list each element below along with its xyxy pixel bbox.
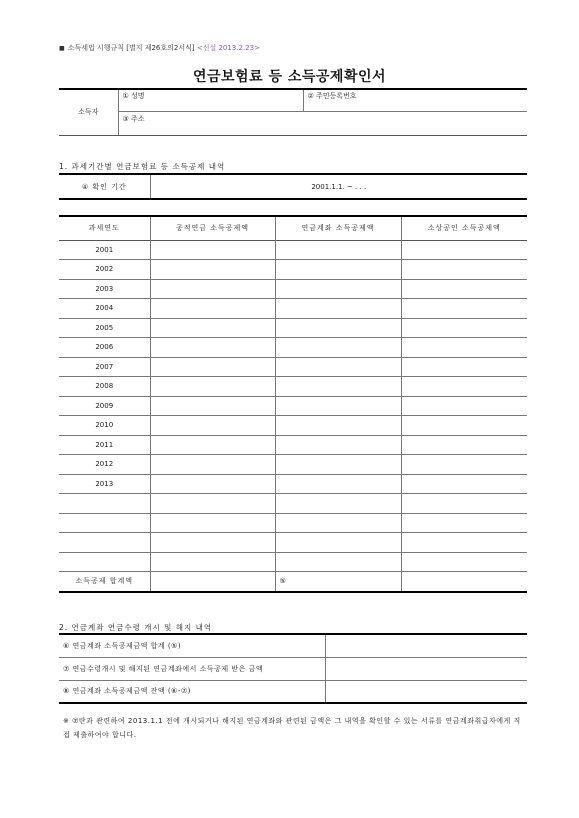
public-pension-cell[interactable] — [150, 357, 275, 377]
public-pension-cell[interactable] — [150, 318, 275, 338]
year-cell: 2002 — [59, 260, 150, 280]
form-reference — [59, 43, 260, 53]
small-business-cell[interactable] — [401, 338, 527, 358]
public-pension-cell[interactable] — [150, 396, 275, 416]
pension-account-cell[interactable] — [275, 533, 401, 553]
account-row-7: ⑦ 연금수령개시 및 해지된 연금계좌에서 소득공제 받은 금액 — [59, 657, 325, 680]
account-row-6: ⑥ 연금계좌 소득공제금액 합계 (⑤) — [59, 634, 325, 657]
pension-account-cell[interactable] — [275, 357, 401, 377]
year-cell: 2007 — [59, 357, 150, 377]
small-business-cell[interactable] — [401, 435, 527, 455]
year-cell — [59, 533, 150, 553]
account-row-6-value[interactable] — [325, 634, 527, 657]
public-pension-cell[interactable] — [150, 279, 275, 299]
small-business-cell[interactable] — [401, 513, 527, 533]
account-row-8: ⑧ 연금계좌 소득공제금액 잔액 (⑥-⑦) — [59, 680, 325, 703]
year-cell — [59, 494, 150, 514]
year-cell: 2008 — [59, 377, 150, 397]
public-pension-cell[interactable] — [150, 240, 275, 260]
account-row-7-value[interactable] — [325, 657, 527, 680]
pension-account-cell[interactable] — [275, 318, 401, 338]
name-field[interactable] — [118, 90, 303, 111]
small-business-cell[interactable] — [401, 318, 527, 338]
pension-account-cell[interactable] — [275, 299, 401, 319]
table-row — [59, 513, 527, 533]
table-row — [59, 533, 527, 553]
small-business-cell[interactable] — [401, 552, 527, 572]
table-row — [59, 260, 527, 280]
form-reference-text: 소득세법 시행규칙 [별지 제26호의2서식] — [67, 44, 195, 52]
period-value[interactable]: 2001.1.1. ~ . . . — [311, 182, 367, 191]
year-cell: 2012 — [59, 455, 150, 475]
table-row — [59, 377, 527, 397]
table-row — [59, 435, 527, 455]
public-pension-cell[interactable] — [150, 416, 275, 436]
pension-account-cell[interactable] — [275, 416, 401, 436]
pension-account-cell[interactable] — [275, 396, 401, 416]
public-pension-cell[interactable] — [150, 513, 275, 533]
pension-account-cell[interactable] — [275, 240, 401, 260]
year-cell: 2013 — [59, 474, 150, 494]
year-cell: 2011 — [59, 435, 150, 455]
table-row — [59, 455, 527, 475]
table-row — [59, 338, 527, 358]
header-pension-account: 연금계좌 소득공제액 — [275, 217, 401, 240]
pension-account-cell[interactable] — [275, 377, 401, 397]
note-mark: ※ — [63, 717, 70, 725]
year-cell: 2003 — [59, 279, 150, 299]
total-small-business[interactable] — [401, 572, 527, 592]
public-pension-cell[interactable] — [150, 377, 275, 397]
address-label: ③ 주소 — [122, 114, 145, 123]
total-mark[interactable]: ⑤ — [275, 572, 401, 592]
square-icon: ■ — [59, 45, 65, 52]
deduction-table — [59, 217, 527, 593]
public-pension-cell[interactable] — [150, 474, 275, 494]
small-business-cell[interactable] — [401, 455, 527, 475]
section2-heading: 2. 연금계좌 연금수령 개시 및 해지 내역 — [59, 623, 213, 632]
address-field[interactable] — [118, 111, 527, 135]
id-number-label: ② 주민등록번호 — [307, 92, 357, 100]
recipient-label: 소득자 — [59, 90, 118, 135]
small-business-cell[interactable] — [401, 357, 527, 377]
table-row — [59, 357, 527, 377]
header-small-business: 소상공인 소득공제액 — [427, 224, 501, 233]
public-pension-cell[interactable] — [150, 552, 275, 572]
small-business-cell[interactable] — [401, 377, 527, 397]
period-label: ④ 확인 기간 — [59, 174, 150, 199]
small-business-cell[interactable] — [401, 416, 527, 436]
note-text: ⑦란과 관련하여 2013.1.1 전에 개시되거나 해지된 연금계좌와 관련된 금액은 그 내역을 확인할 수 있는 서류를 연금계좌취급자에게 직접 제출하여야 합니다. — [63, 717, 521, 739]
year-cell — [59, 513, 150, 533]
footnote — [63, 714, 523, 742]
pension-account-cell[interactable] — [275, 455, 401, 475]
document-title: 연금보험료 등 소득공제확인서 — [192, 69, 387, 85]
table-row — [59, 396, 527, 416]
recipient-table — [59, 90, 527, 136]
section1-heading: 1. 과세기간별 연금보험료 등 소득공제 내역 — [59, 162, 226, 171]
table-row — [59, 552, 527, 572]
year-cell: 2006 — [59, 338, 150, 358]
public-pension-cell[interactable] — [150, 299, 275, 319]
pension-account-cell[interactable] — [275, 279, 401, 299]
pension-account-cell[interactable] — [275, 338, 401, 358]
table-row — [59, 279, 527, 299]
pension-account-cell[interactable] — [275, 435, 401, 455]
account-row-8-value[interactable] — [325, 680, 527, 703]
total-row — [59, 572, 527, 592]
small-business-cell[interactable] — [401, 396, 527, 416]
pension-account-cell[interactable] — [275, 552, 401, 572]
total-public-pension[interactable] — [150, 572, 275, 592]
header-public-pension: 공적연금 소득공제액 — [150, 217, 275, 240]
small-business-cell[interactable] — [401, 474, 527, 494]
header-year: 과세연도 — [59, 217, 150, 240]
year-cell — [59, 552, 150, 572]
public-pension-cell[interactable] — [150, 260, 275, 280]
year-cell: 2005 — [59, 318, 150, 338]
year-cell: 2010 — [59, 416, 150, 436]
small-business-cell[interactable] — [401, 299, 527, 319]
year-cell: 2001 — [59, 240, 150, 260]
pension-account-cell[interactable] — [275, 513, 401, 533]
total-label: 소득공제 합계액 — [59, 572, 150, 592]
public-pension-cell[interactable] — [150, 455, 275, 475]
public-pension-cell[interactable] — [150, 533, 275, 553]
pension-account-cell[interactable] — [275, 494, 401, 514]
public-pension-cell[interactable] — [150, 338, 275, 358]
small-business-cell[interactable] — [401, 494, 527, 514]
pension-account-cell[interactable] — [275, 474, 401, 494]
table-row — [59, 240, 527, 260]
table-row — [59, 416, 527, 436]
table-row — [59, 299, 527, 319]
id-number-field[interactable] — [303, 90, 527, 111]
new-mark: <신설 2013.2.23> — [196, 44, 260, 52]
period-table — [59, 173, 527, 200]
table-row — [59, 494, 527, 514]
small-business-cell[interactable] — [401, 260, 527, 280]
pension-account-cell[interactable] — [275, 260, 401, 280]
name-label: ① 성명 — [122, 92, 145, 100]
account-table — [59, 633, 527, 704]
public-pension-cell[interactable] — [150, 494, 275, 514]
year-cell: 2009 — [59, 396, 150, 416]
public-pension-cell[interactable] — [150, 435, 275, 455]
table-row — [59, 474, 527, 494]
year-cell: 2004 — [59, 299, 150, 319]
small-business-cell[interactable] — [401, 279, 527, 299]
small-business-cell[interactable] — [401, 240, 527, 260]
small-business-cell[interactable] — [401, 533, 527, 553]
deduction-table-body — [59, 240, 527, 592]
table-row — [59, 318, 527, 338]
